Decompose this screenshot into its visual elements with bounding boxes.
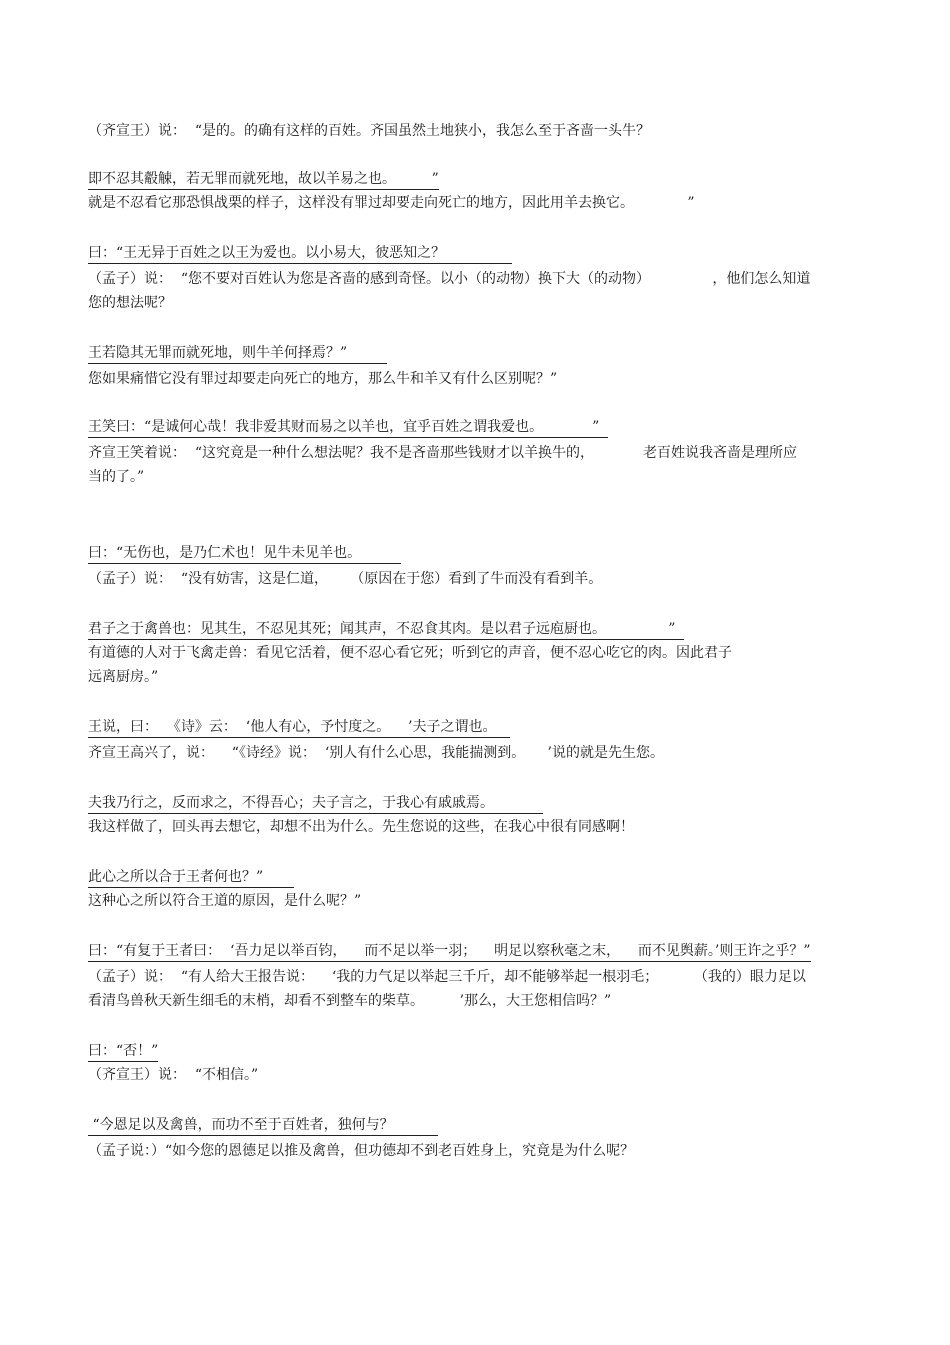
translation-line: 齐宣王高兴了，说： “《诗经》说： ‘别人有什么心思，我能揣测到。 ’说的就是先生您。 xyxy=(88,745,665,761)
original-text-line: 王说，曰： 《诗》云： ‘他人有心，予忖度之。 ’夫子之谓也。 xyxy=(88,718,510,738)
original-text-line: 君子之于禽兽也：见其生，不忍见其死；闻其声，不忍食其肉。是以君子远庖厨也。 ” xyxy=(88,620,684,640)
translation-line: （孟子说：）“如今您的恩德足以推及禽兽，但功德却不到老百姓身上，究竟是为什么呢？ xyxy=(88,1143,635,1159)
original-text-line: 即不忍其觳觫，若无罪而就死地，故以羊易之也。 ” xyxy=(88,170,439,190)
translation-line: 看清鸟兽秋天新生细毛的末梢，却看不到整车的柴草。 ’那么，大王您相信吗？” xyxy=(88,993,612,1009)
translation-line: （孟子）说： “没有妨害，这是仁道， （原因在于您）看到了牛而没有看到羊。 xyxy=(88,571,603,587)
translation-line: 有道德的人对于飞禽走兽：看见它活着，便不忍心看它死；听到它的声音，便不忍心吃它的肉。因此君子 xyxy=(88,645,732,661)
translation-line: （孟子）说： “您不要对百姓认为您是吝啬的感到奇怪。以小（的动物）换下大（的动物） ，他们怎么知道 xyxy=(88,271,811,287)
translation-line: 我这样做了，回头再去想它，却想不出为什么。先生您说的这些，在我心中很有同感啊！ xyxy=(88,819,634,835)
original-text-line: 曰：“否！” xyxy=(88,1042,158,1062)
translation-line: 您如果痛惜它没有罪过却要走向死亡的地方，那么牛和羊又有什么区别呢？” xyxy=(88,371,558,387)
original-text-line: 此心之所以合于王者何也？” xyxy=(88,868,294,888)
translation-line: （齐宣王）说： “是的。的确有这样的百姓。齐国虽然土地狭小，我怎么至于吝啬一头牛？ xyxy=(88,123,651,139)
original-text-line: 王若隐其无罪而就死地，则牛羊何择焉？” xyxy=(88,344,387,364)
original-text-line: 曰：“有复于王者曰： ‘吾力足以举百钧， 而不足以举一羽； 明足以察秋毫之末， 而不见舆薪。’则王许之乎？” xyxy=(88,942,811,962)
translation-line: （孟子）说： “有人给大王报告说： ‘我的力气足以举起三千斤，却不能够举起一根羽毛； （我的）眼力足以 xyxy=(88,969,806,985)
original-text-line: 王笑曰：“是诚何心哉！我非爱其财而易之以羊也，宜乎百姓之谓我爱也。 ” xyxy=(88,418,608,438)
original-text-line: “今恩足以及禽兽，而功不至于百姓者，独何与？ xyxy=(88,1116,438,1136)
translation-line: 当的了。” xyxy=(88,469,145,485)
translation-line: 齐宣王笑着说： “这究竟是一种什么想法呢？我不是吝啬那些钱财才以羊换牛的， 老百姓说我吝啬是理所应 xyxy=(88,445,798,461)
translation-line: 您的想法呢？ xyxy=(88,295,172,311)
translation-line: 就是不忍看它那恐惧战栗的样子，这样没有罪过却要走向死亡的地方，因此用羊去换它。 ” xyxy=(88,195,695,211)
translation-line: 远离厨房。” xyxy=(88,669,159,685)
original-text-line: 曰：“王无异于百姓之以王为爱也。以小易大，彼恶知之？ xyxy=(88,244,512,264)
translation-line: （齐宣王）说： “不相信。” xyxy=(88,1067,259,1083)
translation-line: 这种心之所以符合王道的原因，是什么呢？” xyxy=(88,893,362,909)
original-text-line: 曰：“无伤也，是乃仁术也！见牛未见羊也。 xyxy=(88,544,401,564)
original-text-line: 夫我乃行之，反而求之，不得吾心；夫子言之，于我心有戚戚焉。 xyxy=(88,794,543,814)
